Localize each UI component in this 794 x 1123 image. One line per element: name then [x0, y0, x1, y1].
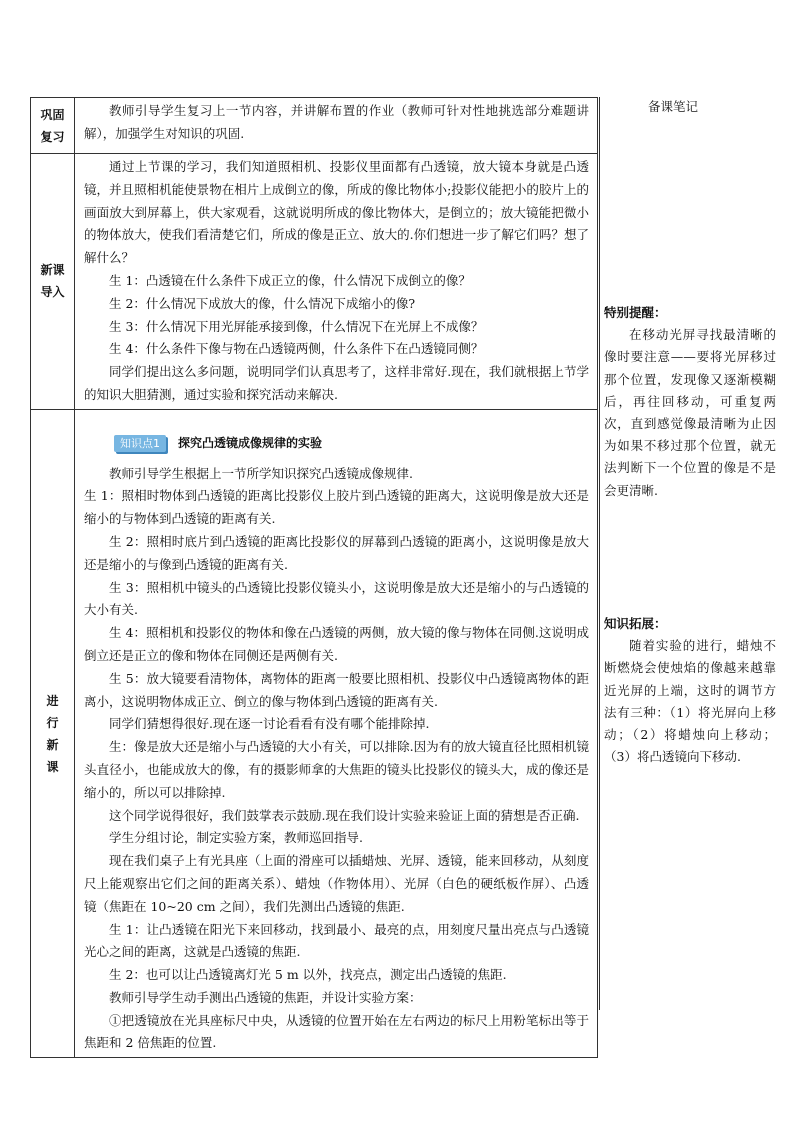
paragraph: 教师引导学生动手测出凸透镜的焦距，并设计实验方案： [109, 989, 422, 1005]
row-content [75, 154, 598, 410]
paragraph: ①把透镜放在光具座标尺中央，从透镜的位置开始在左右两边的标尺上用粉笔标出等于焦距和 2 倍焦距的位置. [84, 1012, 589, 1051]
paragraph: 生 1：让凸透镜在阳光下来回移动，找到最小、最亮的点，用刻度尺量出亮点与凸透镜光心之间的距离，这就是凸透镜的焦距. [84, 921, 589, 960]
paragraph: 教师引导学生复习上一节内容，并讲解布置的作业（教师可针对性地挑选部分难题讲解），加强学生对知识的巩固. [84, 103, 589, 141]
label-line: 新 [46, 737, 59, 752]
label-line: 行 [46, 715, 59, 730]
section-title: 探究凸透镜成像规律的实验 [178, 435, 323, 450]
paragraph: 学生分组讨论，制定实验方案，教师巡回指导. [109, 830, 363, 846]
label-line: 复习 [40, 129, 65, 144]
paragraph: 生 2：什么情况下成放大的像，什么情况下成缩小的像? [109, 295, 416, 311]
label-line: 进 [46, 693, 59, 708]
paragraph: 现在我们桌子上有光具座（上面的滑座可以插蜡烛、光屏、透镜，能来回移动，从刻度尺上能观察出它们之间的距离关系）、蜡烛（作物体用）、光屏（白色的硬纸板作屏）、凸透镜（焦距在 10~20 cm 之间），我们先测出凸透镜的焦距. [84, 853, 589, 914]
tip-block [604, 302, 776, 502]
label-line: 导入 [40, 285, 65, 300]
paragraph: 生 2：照相时底片到凸透镜的距离比投影仪的屏幕到凸透镜的距离小，这说明像是放大还是缩小的与像到凸透镜的距离有关. [84, 533, 589, 572]
row-intro [31, 154, 598, 410]
row-review [31, 98, 598, 154]
paragraph: 生 2：也可以让凸透镜离灯光 5 m 以外，找亮点，测定出凸透镜的焦距. [109, 967, 507, 983]
row-label [31, 409, 75, 1058]
tip-text: 在移动光屏寻找最清晰的像时要注意——要将光屏移过那个位置，发现像又逐渐模糊后，再往回移动，可重复两次，直到感觉像最清晰为止因为如果不移过那个位置，就无法判断下一个位置的像是不是会更清晰. [604, 327, 776, 498]
row-label [31, 98, 75, 154]
paragraph: 生：像是放大还是缩小与凸透镜的大小有关，可以排除.因为有的放大镜直径比照相机镜头直径小，也能成放大的像，有的摄影师拿的大焦距的镜头比投影仪的镜头大，成的像还是缩小的，所以可以排除掉. [84, 739, 589, 800]
lesson-plan-table [30, 97, 598, 1058]
tip-heading: 特别提醒： [604, 305, 667, 320]
paragraph: 教师引导学生根据上一节所学知识探究凸透镜成像规律. [109, 465, 413, 481]
paragraph: 通过上节课的学习，我们知道照相机、投影仪里面都有凸透镜，放大镜本身就是凸透镜，并且照相机能使景物在相片上成倒立的像，所成的像比物体小;投影仪能把小的胶片上的画面放大到屏幕上，供大家观看，这就说明所成的像比物体大，是倒立的；放大镜能把微小的物体放大，使我们看清楚它们，所成的像是正立、放大的.你们想进一步了解它们吗？想了解什么？ [84, 159, 589, 266]
paragraph: 生 3：什么情况下用光屏能承接到像，什么情况下在光屏上不成像？ [109, 318, 484, 334]
paragraph: 生 4：照相机和投影仪的物体和像在凸透镜的两侧，放大镜的像与物体在同侧.这说明成倒立还是正立的像和物体在同侧还是两侧有关. [84, 625, 589, 663]
label-line: 巩固 [40, 107, 65, 122]
extension-heading: 知识拓展： [604, 616, 667, 631]
row-new-lesson [31, 409, 598, 1058]
row-content [75, 98, 598, 154]
knowledge-point-header [114, 432, 589, 455]
paragraph: 生 1：照相时物体到凸透镜的距离比投影仪上胶片到凸透镜的距离大，这说明像是放大还是缩小的与物体到凸透镜的距离有关. [84, 488, 589, 527]
paragraph: 生 5：放大镜要看清物体，离物体的距离一般要比照相机、投影仪中凸透镜离物体的距离小，这说明物体成正立、倒立的像与物体到凸透镜的距离有关. [84, 670, 589, 709]
extension-block [604, 613, 776, 768]
paragraph: 同学们提出这么多问题，说明同学们认真思考了，这样非常好.现在，我们就根据上节学的知识大胆猜测，通过实验和探究活动来解决. [84, 364, 589, 402]
extension-text: 随着实验的进行，蜡烛不断燃烧会使烛焰的像越来越靠近光屏的上端，这时的调节方法有三种：（1）将光屏向上移动；（2）将蜡烛向上移动；（3）将凸透镜向下移动. [604, 638, 776, 765]
paragraph: 这个同学说得很好，我们鼓掌表示鼓励.现在我们设计实验来验证上面的猜想是否正确. [109, 807, 580, 823]
knowledge-point-badge: 知识点1 [114, 435, 166, 452]
sidebar-title: 备课笔记 [648, 99, 699, 114]
paragraph: 生 3：照相机中镜头的凸透镜比投影仪镜头小，这说明像是放大还是缩小的与凸透镜的大小有关. [84, 579, 589, 618]
row-label [31, 154, 75, 410]
paragraph: 生 4：什么条件下像与物在凸透镜两侧，什么条件下在凸透镜同侧？ [109, 341, 484, 357]
sidebar-divider [599, 97, 600, 1010]
label-line: 课 [46, 759, 59, 774]
paragraph: 生 1：凸透镜在什么条件下成正立的像，什么情况下成倒立的像？ [109, 272, 471, 288]
paragraph: 同学们猜想得很好.现在逐一讨论看看有没有哪个能排除掉. [109, 716, 430, 732]
label-line: 新课 [40, 263, 65, 278]
row-content [75, 409, 598, 1058]
